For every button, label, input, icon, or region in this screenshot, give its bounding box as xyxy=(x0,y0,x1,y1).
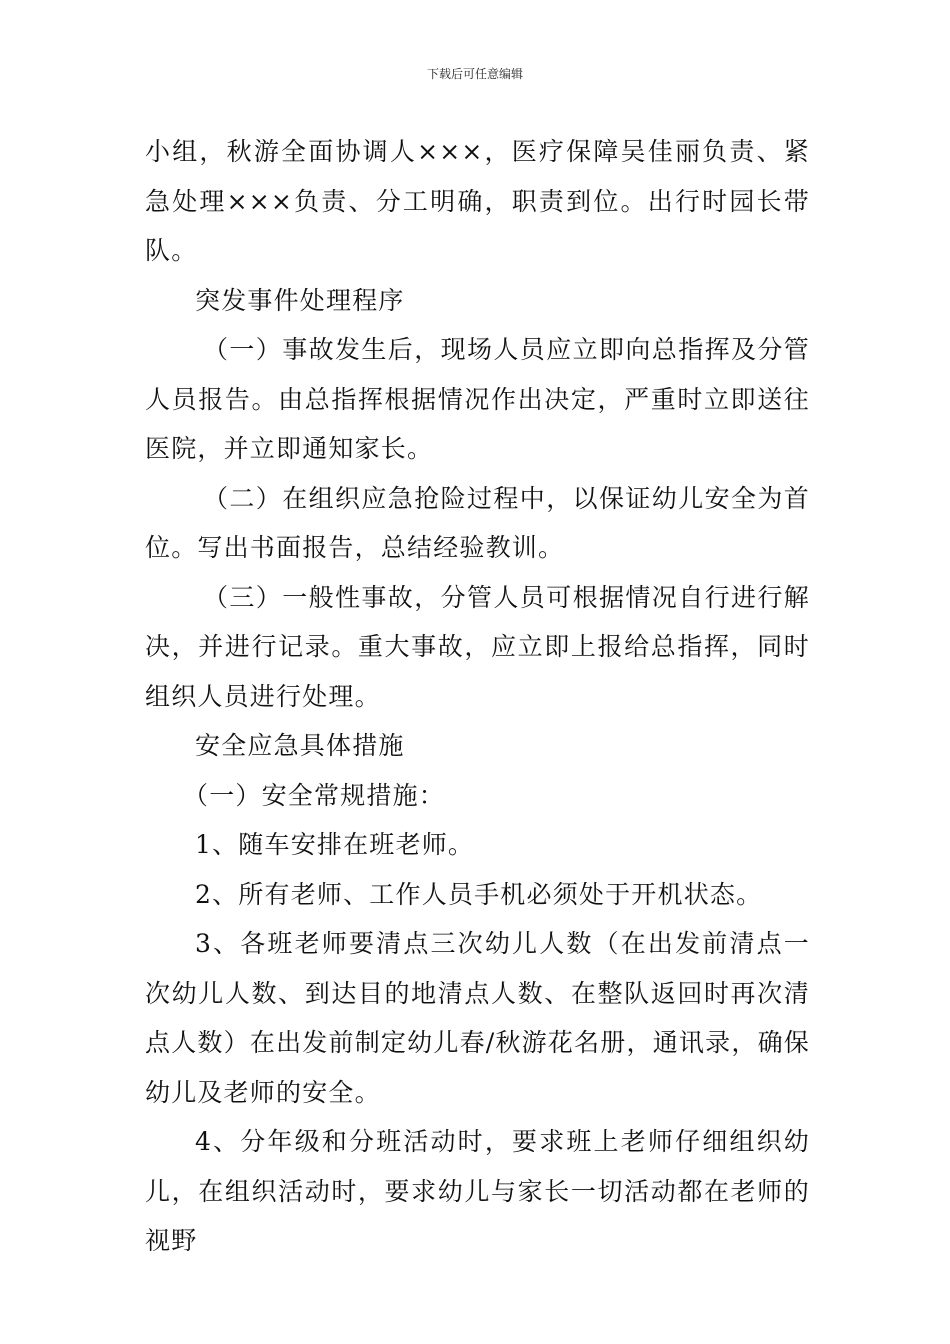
paragraph-procedure-2: （二）在组织应急抢险过程中，以保证幼儿安全为首位。写出书面报告，总结经验教训。 xyxy=(145,483,810,562)
paragraph-procedure-3: （三）一般性事故，分管人员可根据情况自行进行解决，并进行记录。重大事故，应立即上报给总指挥，同时组织人员进行处理。 xyxy=(145,582,810,711)
document-body xyxy=(145,127,810,1266)
list-item-2: 2、所有老师、工作人员手机必须处于开机状态。 xyxy=(195,879,763,909)
subheading-routine-measures: （一）安全常规措施： xyxy=(183,780,446,810)
list-item-1: 1、随车安排在班老师。 xyxy=(195,830,475,859)
heading-safety-measures: 安全应急具体措施 xyxy=(195,731,405,760)
list-item-3: 3、各班老师要清点三次幼儿人数（在出发前清点一次幼儿人数、到达目的地清点人数、在整队返回时再次清点人数）在出发前制定幼儿春/秋游花名册，通讯录，确保幼儿及老师的安全。 xyxy=(145,929,810,1107)
list-item-4: 4、分年级和分班活动时，要求班上老师仔细组织幼儿，在组织活动时，要求幼儿与家长一切活动都在老师的视野 xyxy=(145,1127,810,1255)
page-header: 下载后可任意编辑 xyxy=(426,67,523,81)
paragraph-procedure-1: （一）事故发生后，现场人员应立即向总指挥及分管人员报告。由总指挥根据情况作出决定，严重时立即送往医院，并立即通知家长。 xyxy=(145,335,810,463)
heading-emergency-procedure: 突发事件处理程序 xyxy=(195,285,405,315)
paragraph-team: 小组，秋游全面协调人×××，医疗保障吴佳丽负责、紧急处理×××负责、分工明确，职责到位。出行时园长带队。 xyxy=(145,137,810,265)
